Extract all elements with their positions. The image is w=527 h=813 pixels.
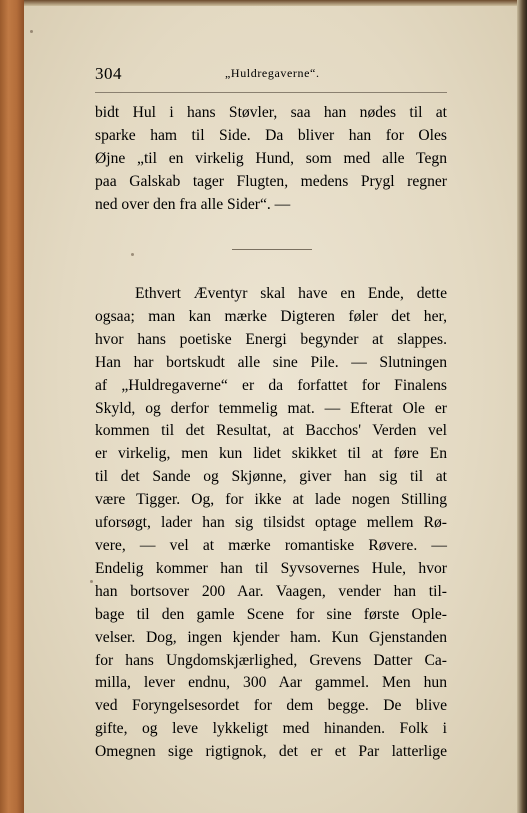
page-header (95, 64, 447, 88)
section-divider (232, 249, 312, 250)
header-rule (95, 92, 447, 93)
right-edge (517, 0, 527, 813)
paragraph-1 (95, 102, 447, 217)
text-line: uforsøgt, lader han sig tilsidst optage mellem Rø- (95, 514, 447, 532)
text-line: Ethvert Æventyr skal have en Ende, dette (135, 285, 447, 302)
page-number: 304 (95, 64, 122, 83)
book-spine (0, 0, 24, 813)
text-line: til det Sande og Skjønne, giver han sig til at (95, 468, 447, 486)
text-line: ned over den fra alle Sider“. — (95, 195, 291, 213)
page-speck (90, 580, 93, 583)
text-line: ved Foryngelsesordet for dem begge. De blive (95, 697, 447, 715)
text-line: Omegnen sige rigtignok, det er et Par latterlige (95, 743, 447, 761)
text-line: ogsaa; man kan mærke Digteren føler det her, (95, 307, 447, 325)
text-line: bidt Hul i hans Støvler, saa han nødes til at (95, 104, 447, 121)
text-line: Han har bortskudt alle sine Pile. — Slutningen (95, 353, 447, 371)
page-speck (131, 253, 134, 256)
text-line: velser. Dog, ingen kjender ham. Kun Gjenstanden (95, 628, 447, 646)
running-head: „Huldregaverne“. (225, 66, 320, 80)
text-line: sparke ham til Side. Da bliver han for Oles (95, 126, 447, 144)
text-line: han bortsover 200 Aar. Vaagen, vender han til- (95, 582, 447, 600)
page-speck (30, 30, 33, 33)
text-line: Skyld, og derfor temmelig mat. — Efterat Ole er (95, 399, 447, 417)
text-line: Øjne „til en virkelig Hund, som med alle Tegn (95, 149, 447, 167)
text-line: er virkelig, men kun lidet skikket til at føre En (95, 445, 447, 463)
text-line: hvor hans poetiske Energi begynder at slappes. (95, 330, 447, 348)
text-line: være Tigger. Og, for ikke at lade nogen Stilling (95, 491, 447, 509)
text-line: kommen til det Resultat, at Bacchos' Verden vel (95, 422, 447, 440)
paragraph-2 (95, 283, 447, 764)
text-line: vere, — vel at mærke romantiske Røvere. — (95, 536, 447, 554)
text-line: milla, lever endnu, 300 Aar gammel. Men hun (95, 674, 447, 692)
text-line: paa Galskab tager Flugten, medens Prygl regner (95, 172, 447, 190)
text-line: gifte, og leve lykkeligt med hinanden. Folk i (95, 720, 447, 738)
text-line: for hans Ungdomskjærlighed, Grevens Datter Ca- (95, 651, 447, 669)
text-line: bage til den gamle Scene for sine første Ople- (95, 605, 447, 623)
text-line: Endelig kommer han til Syvsovernes Hule, hvor (95, 559, 447, 577)
text-line: af „Huldregaverne“ er da forfattet for Finalens (95, 376, 447, 394)
